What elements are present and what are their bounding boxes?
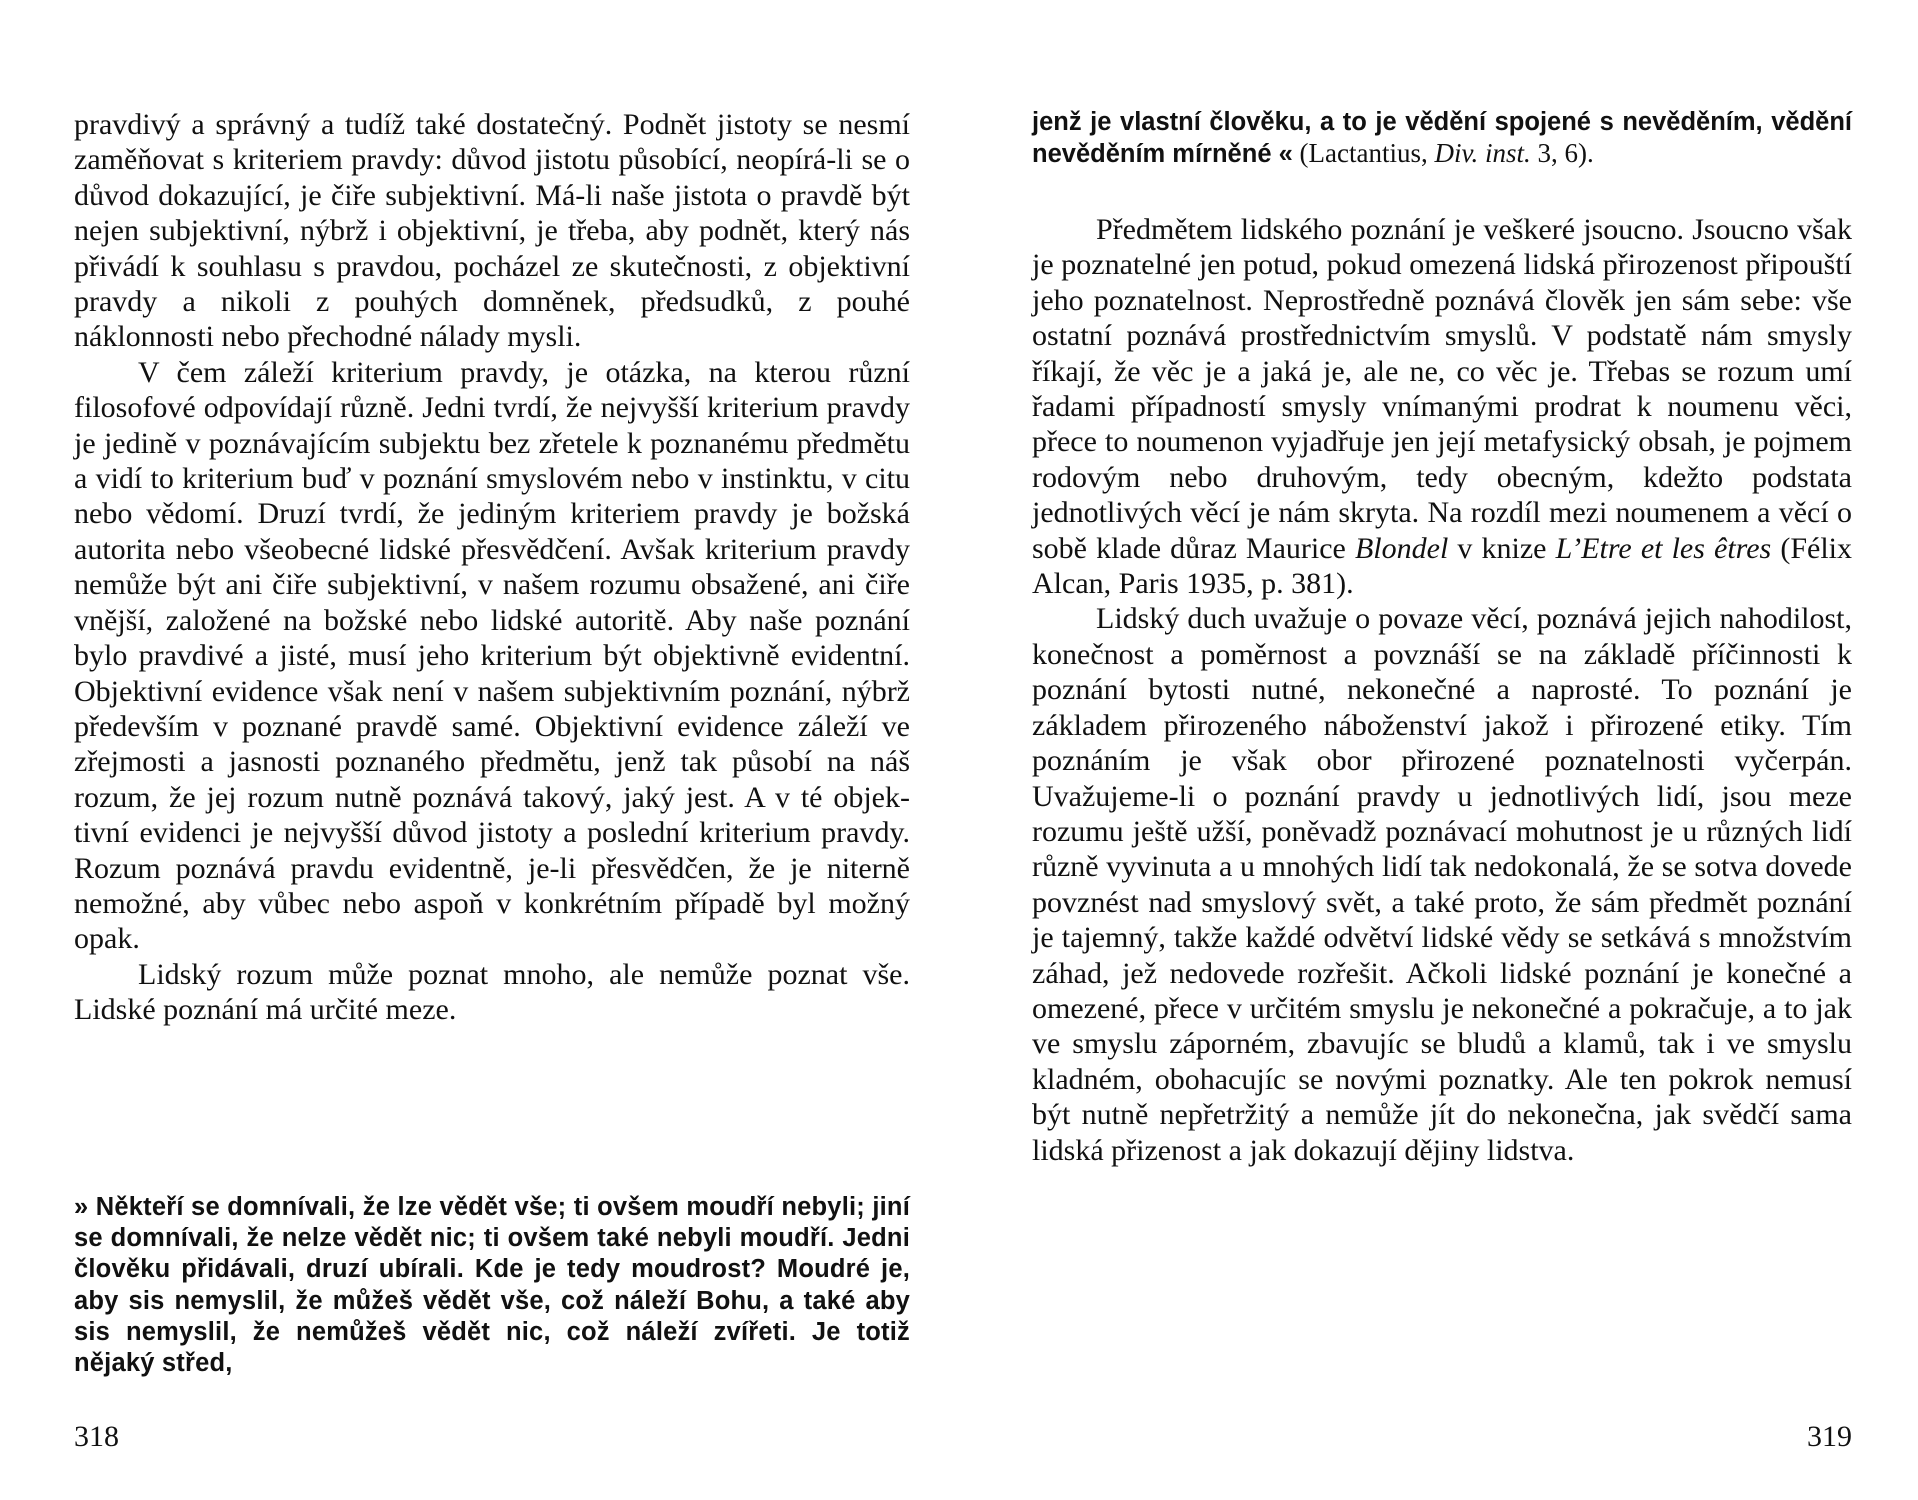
citation-suffix: 3, 6). (1530, 138, 1594, 169)
book-title: L’Etre et les êtres (1555, 531, 1772, 565)
paragraph: Lidský rozum může poznat mnoho, ale nemůže poznat vše. Lidské poznání má určité meze. (74, 957, 910, 1027)
quotation-text: » Někteří se domnívali, že lze vědět vše; ti ovšem moudří nebyli; jiní se domnívali, že nelze vědět nic; ti ovšem také nebyli moudří. Jedni člověku přidávali, druzí ubírali. Kde je tedy moudrost? Moudré je, aby sis nemyslil, že můžeš vědět vše, což náleží Bohu, a také aby sis nemyslil, že nemůžeš vědět nic, což náleží zvířeti. Je totiž nějaký střed, (74, 1193, 910, 1378)
page-number: 318 (74, 1420, 119, 1453)
left-main-text (74, 107, 910, 1028)
quotation-text (1032, 107, 1852, 170)
quotation-continuation (1032, 107, 1852, 170)
paragraph: pravdivý a správný a tudíž také dostatečný. Podnět jistoty se nesmí zaměňovat s kriteriem pravdy: důvod jistotu působící, neopírá-li se o důvod dokazující, je čiře subjektivní. Má-li naše jistota o pravdě být nejen subjektivní, nýbrž i objektivní, je třeba, aby podnět, který nás přivádí k souhlasu s pravdou, pocházel ze skutečnosti, z objektivní pravdy a nikoli z pouhých domněnek, předsudků, z pouhé náklonnosti nebo přechodné nálady mysli. (74, 108, 910, 354)
paragraph-text: Předmětem lidského poznání je veškeré jsoucno. Jsoucno však je poznatelné jen potud, pokud omezená lidská přirozenost připouští jeho poznatelnost. Neprostředně poznává člověk jen sám sebe: vše ostatní poznává prostřednictvím smyslů. V podstatě nám smysly říkají, že věc je a jaká je, ale ne, co věc je. Třebas se rozum umí řadami případností smysly vnímanými prodrat k noumenu věci, přece to noumenon vyjadřuje jen její metafysický obsah, je pojmem rodovým nebo druhovým, tedy obecným, kdežto podstata jednotlivých věcí je nám skryta. Na rozdíl mezi noumenem a věcí o sobě klade důraz Maurice (1032, 213, 1852, 565)
quotation-note (74, 1192, 910, 1379)
paragraph: V čem záleží kriterium pravdy, je otázka, na kterou různí filosofové odpovídají různě. Jedni tvrdí, že nejvyšší kriterium pravdy je jedině v poznávajícím subjektu bez zřetele k poznanému předmětu a vidí to kriterium buď v poznání smyslovém nebo v instinktu, v citu nebo vědomí. Druzí tvrdí, že jediným kriteriem pravdy je božská autorita nebo všeobecné lidské přesvědčení. Avšak kriterium pravdy nemůže být ani čiře subjektivní, v našem rozumu obsažené, ani čiře vnější, založené na božské nebo lidské autoritě. Aby naše poznání bylo pravdivé a jisté, musí jeho kriterium být objektivně evidentní. Objektivní evidence však není v našem subjektivním poznání, nýbrž především v poznané pravdě samé. Objektivní evidence záleží ve zřejmosti a jasnosti poznaného předmětu, jenž tak působí na náš rozum, že jej rozum nutně poznává takový, jaký jest. A v té objektivní evidenci je nejvyšší důvod jistoty a poslední kriterium pravdy. Rozum poznává pravdu evidentně, je-li přesvědčen, že je niterně nemožné, aby vůbec nebo aspoň v konkrétním případě byl možný opak. (74, 355, 910, 956)
author-name: Blondel (1354, 531, 1449, 565)
left-page (74, 0, 910, 1500)
page-number: 319 (1807, 1420, 1852, 1453)
paragraph (1032, 212, 1852, 601)
quotation-bold: jenž je vlastní člověku, a to je vědění spojené s nevěděním, vědění nevěděním mírněné « (1032, 108, 1852, 169)
paragraph-text: v knize (1448, 531, 1556, 565)
paragraph-text: (Félix Alcan, Paris 1935, p. 381). (1032, 531, 1853, 601)
paragraph: Lidský duch uvažuje o povaze věcí, poznává jejich nahodilost, konečnost a poměrnost a povznáší se na základě příčinnosti k poznání bytosti nutné, nekonečné a naprosté. To poznání je základem přirozeného náboženství jakož i přirozené etiky. Tím poznáním je však obor přirozené poznatelnosti vyčerpán. Uvažujeme-li o poznání pravdy u jednotlivých lidí, jsou meze rozumu ještě užší, poněvadž poznávací mohutnost je u různých lidí různě vyvinuta a u mnohých lidí tak nedokonalá, že se sotva dovede povznést nad smyslový svět, a také proto, že sám předmět poznání je tajemný, takže každé odvětví lidské vědy se setkává s množstvím záhad, jež nedovede rozřešit. Ačkoli lidské poznání je konečné a omezené, přece v určitém smyslu je nekonečné a pokračuje, a to jak ve smyslu záporném, zbavujíc se bludů a klamů, tak i ve smyslu kladném, obohacujíc se novými poznatky. Ale ten pokrok nemusí být nutně nepřetržitý a nemůže jít do nekonečna, jak svědčí sama lidská přizenost a jak dokazují dějiny lidstva. (1032, 602, 1852, 1167)
citation-prefix: (Lactantius, (1292, 138, 1435, 169)
right-main-text (1032, 212, 1852, 1168)
citation-work: Div. inst. (1434, 138, 1531, 169)
right-page (1032, 0, 1852, 1500)
